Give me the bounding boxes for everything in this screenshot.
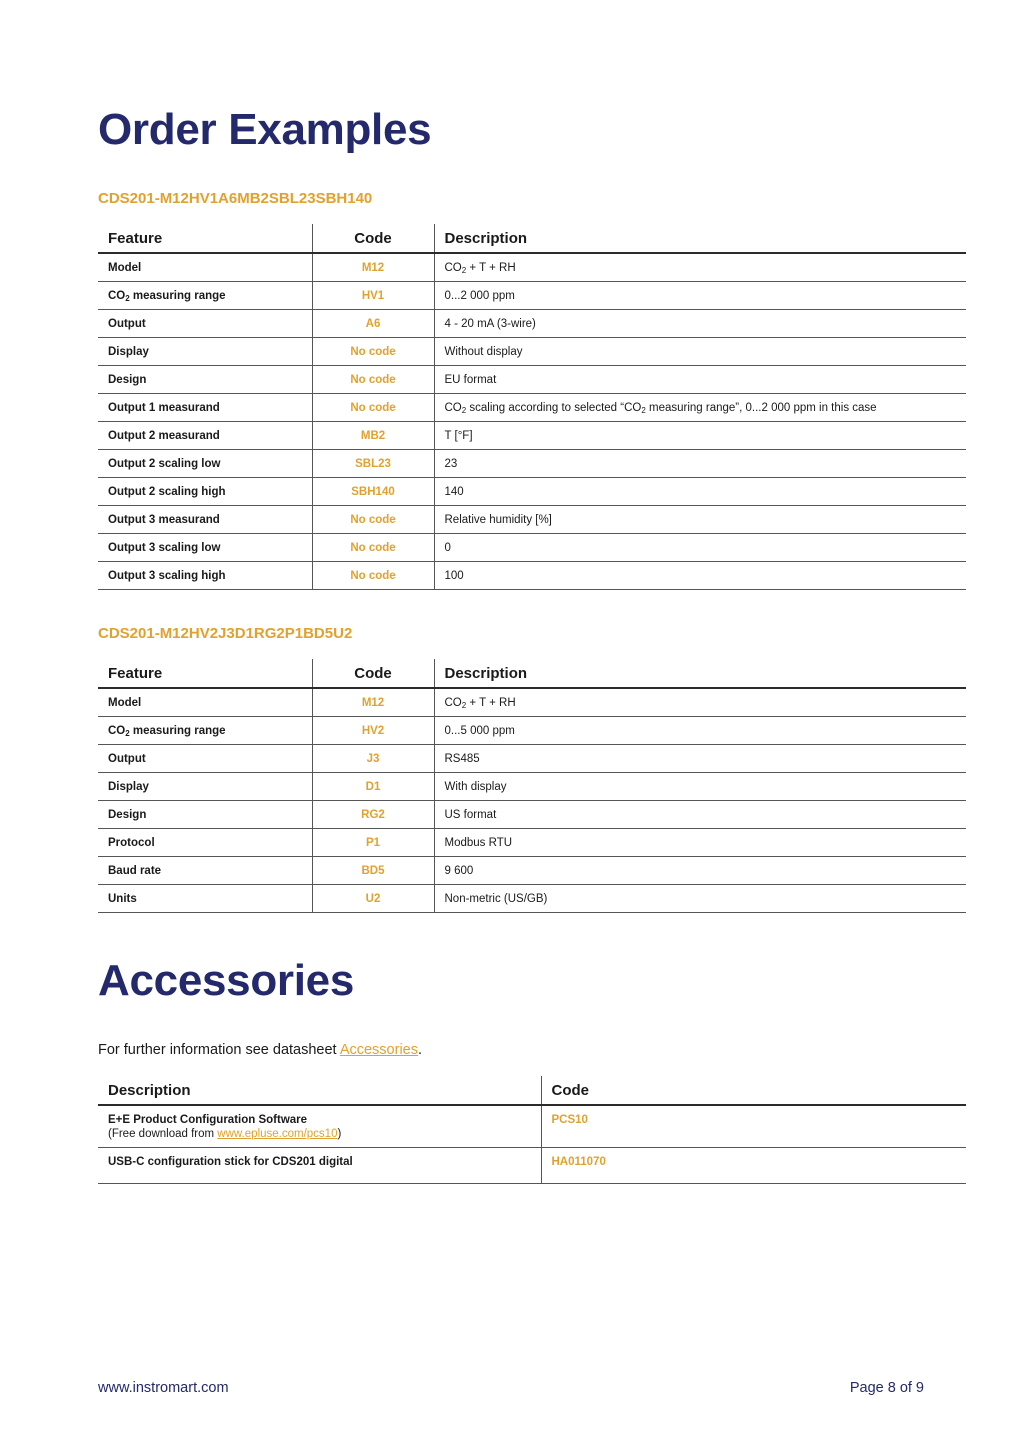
table-row	[98, 394, 966, 422]
code-cell: SBL23	[312, 450, 434, 478]
description-cell: 4 - 20 mA (3-wire)	[434, 310, 966, 338]
order-examples-title: Order Examples	[98, 105, 432, 154]
description-cell: RS485	[434, 745, 966, 773]
header-code: Code	[312, 659, 434, 688]
description-cell: 0	[434, 534, 966, 562]
feature-cell: Output	[98, 745, 312, 773]
accessories-title: Accessories	[98, 956, 354, 1005]
feature-cell: Protocol	[98, 829, 312, 857]
table-row	[98, 1147, 966, 1183]
code-cell: SBH140	[312, 478, 434, 506]
table-row	[98, 450, 966, 478]
description-cell: 0...5 000 ppm	[434, 717, 966, 745]
feature-cell: Output 3 scaling low	[98, 534, 312, 562]
table-row	[98, 688, 966, 717]
description-cell: Without display	[434, 338, 966, 366]
code-cell: U2	[312, 885, 434, 913]
example2-title: CDS201-M12HV2J3D1RG2P1BD5U2	[98, 625, 353, 642]
table-row	[98, 506, 966, 534]
description-cell: $CO_2 + T$ + RH	[434, 253, 966, 282]
description-cell: Non-metric (US/GB)	[434, 885, 966, 913]
feature-cell: Units	[98, 885, 312, 913]
code-cell: No code	[312, 534, 434, 562]
header-code: Code	[541, 1076, 966, 1105]
example1-table	[98, 224, 966, 590]
description-cell: T [°F]	[434, 422, 966, 450]
code-cell: HV2	[312, 717, 434, 745]
feature-cell: Output 1 measurand	[98, 394, 312, 422]
accessory-name: USB-C configuration stick for CDS201 digital	[108, 1155, 353, 1168]
table-row	[98, 745, 966, 773]
table-row	[98, 310, 966, 338]
code-cell: No code	[312, 366, 434, 394]
description-cell: US format	[434, 801, 966, 829]
header-description: Description	[98, 1076, 541, 1105]
code-cell: No code	[312, 562, 434, 590]
table-row	[98, 562, 966, 590]
table-row	[98, 282, 966, 310]
table-row	[98, 478, 966, 506]
code-cell: D1	[312, 773, 434, 801]
table-row	[98, 717, 966, 745]
example1-title: CDS201-M12HV1A6MB2SBL23SBH140	[98, 190, 373, 207]
pcs10-download-link[interactable]: www.epluse.com/pcs10	[217, 1128, 338, 1140]
feature-cell: Display	[98, 773, 312, 801]
feature-cell: Output 2 scaling low	[98, 450, 312, 478]
table-row	[98, 422, 966, 450]
accessory-name: E+E Product Configuration Software	[108, 1114, 308, 1126]
description-cell: $CO_2 + T$ + RH	[434, 688, 966, 717]
code-cell: PCS10	[541, 1105, 966, 1147]
code-cell: No code	[312, 506, 434, 534]
description-cell: 0...2 000 ppm	[434, 282, 966, 310]
code-cell: HA011070	[541, 1147, 966, 1183]
table-header	[98, 659, 966, 688]
accessories-intro: For further information see datasheet Accessories.	[98, 1042, 423, 1058]
description-cell: 9 600	[434, 857, 966, 885]
table-row	[98, 253, 966, 282]
header-code: Code	[312, 224, 434, 253]
accessories-table	[98, 1076, 966, 1184]
feature-cell: Output 2 measurand	[98, 422, 312, 450]
description-cell: EU format	[434, 366, 966, 394]
feature-cell: Design	[98, 366, 312, 394]
description-cell: Modbus RTU	[434, 829, 966, 857]
description-cell: 23	[434, 450, 966, 478]
description-cell: 100	[434, 562, 966, 590]
feature-cell: Model	[98, 253, 312, 282]
table-header	[98, 1076, 966, 1105]
table-row	[98, 534, 966, 562]
table-row	[98, 338, 966, 366]
feature-cell: Baud rate	[98, 857, 312, 885]
example2-table	[98, 659, 966, 913]
code-cell: No code	[312, 394, 434, 422]
description-cell: 140	[434, 478, 966, 506]
code-cell: RG2	[312, 801, 434, 829]
table-row	[98, 366, 966, 394]
feature-cell: Output 3 measurand	[98, 506, 312, 534]
table-row	[98, 773, 966, 801]
feature-cell: Display	[98, 338, 312, 366]
feature-cell: Model	[98, 688, 312, 717]
code-cell: HV1	[312, 282, 434, 310]
feature-cell: $CO_2$ measuring range	[98, 282, 312, 310]
table-row	[98, 829, 966, 857]
feature-cell: Design	[98, 801, 312, 829]
code-cell: MB2	[312, 422, 434, 450]
header-feature: Feature	[98, 659, 312, 688]
code-cell: A6	[312, 310, 434, 338]
description-cell: Relative humidity [%]	[434, 506, 966, 534]
feature-cell: Output 2 scaling high	[98, 478, 312, 506]
description-cell	[98, 1105, 541, 1147]
header-description: Description	[434, 224, 966, 253]
code-cell: M12	[312, 688, 434, 717]
feature-cell: $CO_2$ measuring range	[98, 717, 312, 745]
code-cell: No code	[312, 338, 434, 366]
feature-cell: Output 3 scaling high	[98, 562, 312, 590]
table-row	[98, 885, 966, 913]
accessory-note: (Free download from www.epluse.com/pcs10)	[108, 1128, 342, 1140]
description-cell: $CO_2$ scaling according to selected “$CO_2$ measuring range”, 0...2 000 ppm in this case	[434, 394, 966, 422]
feature-cell: Output	[98, 310, 312, 338]
code-cell: J3	[312, 745, 434, 773]
description-cell: With display	[434, 773, 966, 801]
table-row	[98, 1105, 966, 1147]
code-cell: BD5	[312, 857, 434, 885]
footer-page-number: Page 8 of 9	[849, 1380, 924, 1396]
footer-website: www.instromart.com	[98, 1380, 229, 1396]
table-row	[98, 857, 966, 885]
code-cell: M12	[312, 253, 434, 282]
code-cell: P1	[312, 829, 434, 857]
table-row	[98, 801, 966, 829]
header-feature: Feature	[98, 224, 312, 253]
table-header	[98, 224, 966, 253]
accessories-datasheet-link[interactable]: Accessories	[339, 1042, 418, 1058]
description-cell	[98, 1147, 541, 1183]
header-description: Description	[434, 659, 966, 688]
